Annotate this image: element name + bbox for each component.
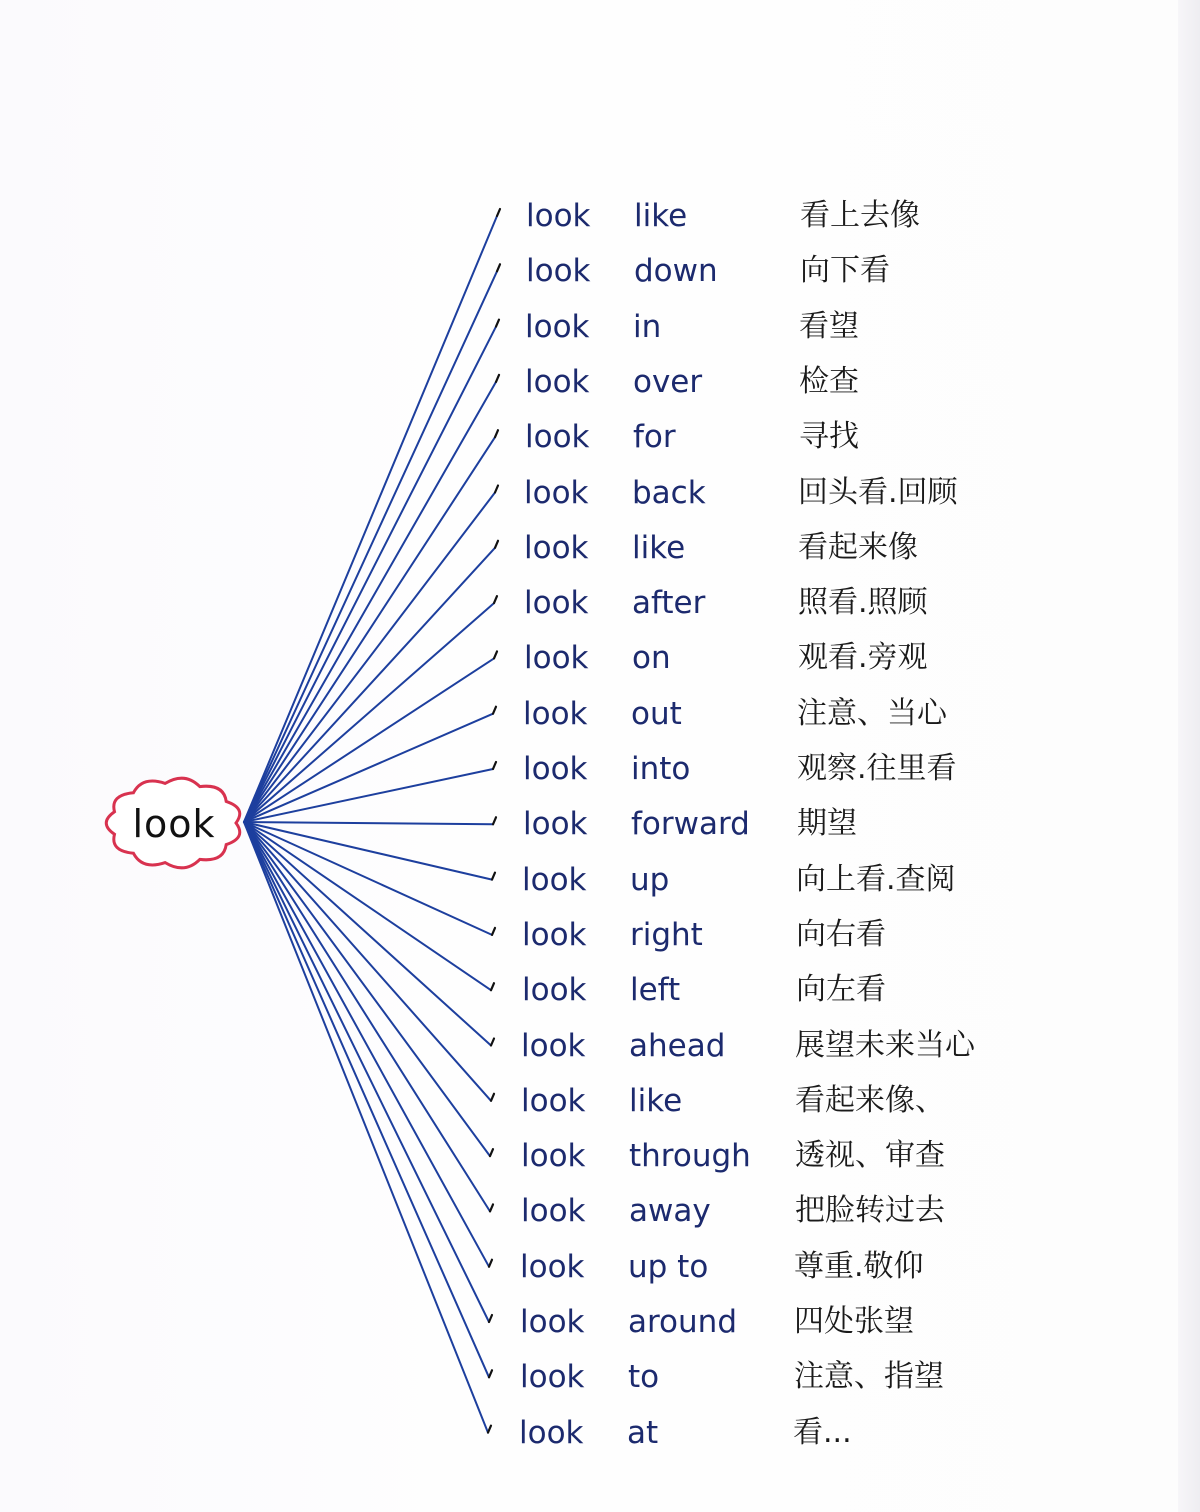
phrase-row — [0, 858, 1100, 902]
phrase-verb: look — [520, 1304, 585, 1340]
phrase-row — [0, 1300, 1100, 1344]
phrase-particle: like — [632, 529, 686, 566]
phrase-meaning: 观察.往里看 — [797, 751, 957, 786]
phrase-row — [0, 802, 1100, 846]
phrase-row — [0, 1355, 1100, 1399]
phrase-row — [0, 415, 1100, 459]
phrase-meaning: 看起来像、 — [795, 1082, 945, 1118]
phrase-meaning: 展望未来当心 — [795, 1027, 975, 1063]
phrase-particle: away — [629, 1193, 711, 1230]
phrase-verb: look — [525, 363, 590, 400]
phrase-verb: look — [524, 529, 589, 566]
phrase-particle: back — [632, 474, 706, 511]
phrase-particle: like — [629, 1082, 683, 1119]
phrase-row — [0, 1411, 1100, 1455]
phrase-meaning: 向上看.查阅 — [796, 861, 956, 897]
phrase-meaning: 期望 — [797, 806, 857, 842]
phrase-verb: look — [523, 806, 588, 843]
phrase-meaning: 四处张望 — [794, 1304, 914, 1339]
phrase-particle: into — [631, 751, 691, 787]
phrase-verb: look — [524, 585, 589, 622]
phrase-verb: look — [521, 1138, 586, 1175]
phrase-particle: ahead — [629, 1027, 726, 1064]
phrase-particle: left — [630, 972, 681, 1009]
phrase-meaning: 向右看 — [796, 916, 886, 952]
phrase-row — [0, 305, 1100, 349]
phrase-meaning: 注意、当心 — [797, 695, 947, 731]
phrase-particle: up to — [628, 1248, 709, 1285]
phrase-verb: look — [520, 1248, 585, 1285]
phrase-meaning: 注意、指望 — [794, 1359, 944, 1395]
phrase-row — [0, 968, 1100, 1012]
phrase-verb: look — [521, 1027, 586, 1064]
phrase-particle: like — [634, 198, 688, 234]
phrase-verb: look — [523, 695, 588, 732]
phrase-particle: to — [628, 1359, 660, 1396]
phrase-verb: look — [522, 861, 587, 898]
phrase-meaning: 向左看 — [796, 972, 886, 1008]
phrase-particle: in — [633, 308, 662, 345]
phrase-verb: look — [522, 916, 587, 953]
phrase-row — [0, 1079, 1100, 1123]
phrase-verb: look — [519, 1414, 584, 1451]
phrase-row — [0, 692, 1100, 736]
phrase-particle: around — [628, 1304, 737, 1340]
phrase-row — [0, 1189, 1100, 1233]
phrase-meaning: 看起来像 — [798, 529, 918, 565]
phrase-row — [0, 360, 1100, 404]
phrase-meaning: 把脸转过去 — [795, 1193, 945, 1229]
phrase-meaning: 回头看.回顾 — [798, 474, 958, 510]
phrase-verb: look — [526, 253, 591, 290]
phrase-meaning: 观看.旁观 — [798, 640, 928, 676]
phrase-row — [0, 581, 1100, 625]
phrase-verb: look — [524, 640, 589, 677]
phrase-verb: look — [521, 1082, 586, 1119]
phrase-row — [0, 526, 1100, 570]
phrase-verb: look — [522, 972, 587, 1009]
phrase-row — [0, 249, 1100, 293]
phrase-particle: up — [630, 861, 670, 898]
phrase-particle: out — [631, 695, 682, 732]
phrase-verb: look — [526, 198, 591, 234]
phrase-particle: after — [632, 585, 706, 622]
phrase-verb: look — [521, 1193, 586, 1230]
phrase-meaning: 寻找 — [799, 419, 859, 455]
root-word: look — [132, 802, 216, 846]
phrase-particle: right — [630, 916, 703, 953]
phrase-particle: over — [633, 363, 703, 400]
phrase-meaning: 尊重.敬仰 — [794, 1248, 924, 1284]
phrase-particle: at — [627, 1414, 659, 1451]
phrase-meaning: 看上去像 — [800, 198, 920, 233]
phrase-verb: look — [524, 474, 589, 511]
phrase-particle: through — [629, 1138, 751, 1175]
phrase-particle: for — [633, 419, 676, 456]
phrase-row — [0, 1024, 1100, 1068]
phrase-row — [0, 194, 1100, 238]
phrase-row — [0, 913, 1100, 957]
phrase-particle: forward — [631, 806, 750, 843]
phrase-row — [0, 747, 1100, 791]
phrase-particle: down — [634, 253, 718, 290]
phrase-verb: look — [525, 419, 590, 456]
phrase-verb: look — [520, 1359, 585, 1396]
phrase-row — [0, 471, 1100, 515]
phrase-meaning: 检查 — [799, 363, 859, 399]
phrase-particle: on — [632, 640, 671, 677]
phrase-meaning: 照看.照顾 — [798, 585, 928, 621]
phrase-row — [0, 1134, 1100, 1178]
phrase-meaning: 看... — [793, 1414, 852, 1450]
phrase-verb: look — [523, 751, 588, 787]
phrase-verb: look — [525, 308, 590, 345]
phrase-meaning: 向下看 — [800, 253, 890, 289]
phrase-meaning: 看望 — [799, 308, 859, 344]
phrase-row — [0, 1245, 1100, 1289]
phrase-row — [0, 636, 1100, 680]
phrase-meaning: 透视、审查 — [795, 1138, 945, 1174]
